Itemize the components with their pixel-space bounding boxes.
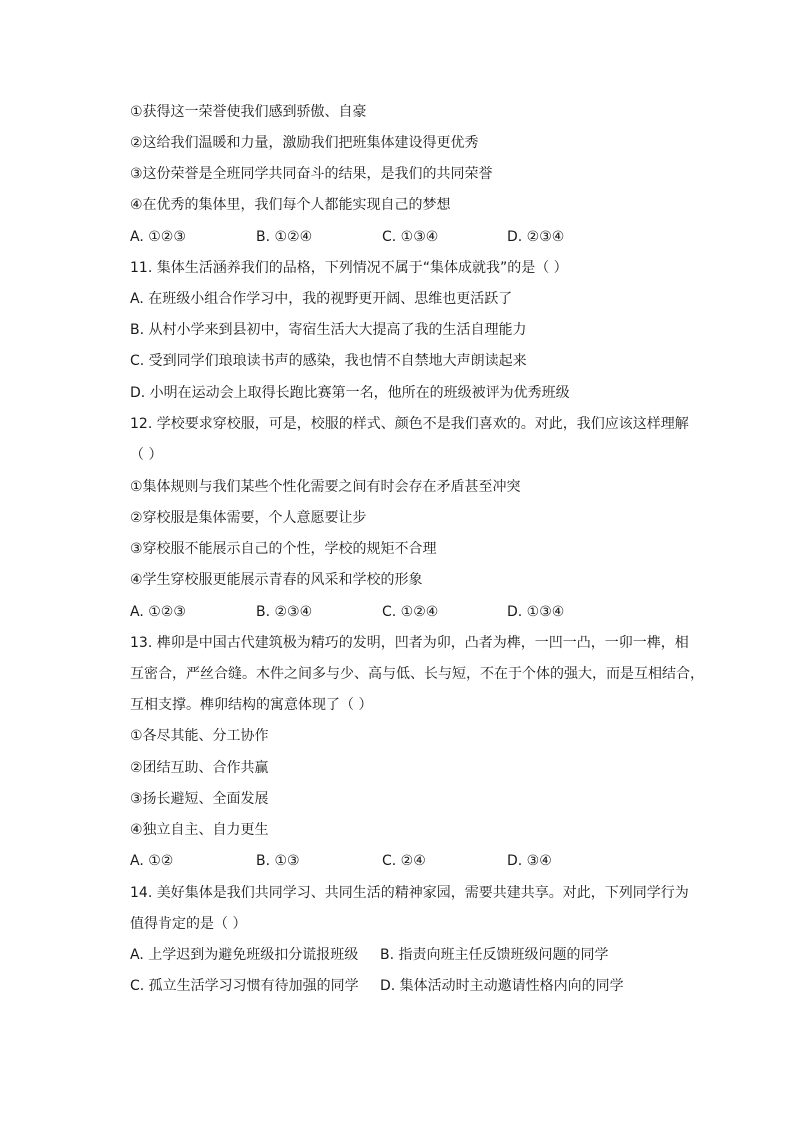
q10-option-c: C. ①③④ [382,229,439,245]
q14-stem-line-2: 值得肯定的是（ ） [130,916,247,932]
q10-option-a: A. ①②③ [130,229,186,245]
q10-option-d: D. ②③④ [507,229,565,245]
q14-option-c: C. 孤立生活学习习惯有待加强的同学 [130,978,359,994]
q12-statement-1: ①集体规则与我们某些个性化需要之间有时会存在矛盾甚至冲突 [130,479,521,495]
q13-stem-line-3: 互相支撑。榫卯结构的寓意体现了（ ） [130,697,373,713]
q10-option-b: B. ①②④ [256,229,313,245]
q10-options [130,227,730,247]
q14-option-d: D. 集体活动时主动邀请性格内向的同学 [380,978,624,994]
q10-statement-1: ①获得这一荣誉使我们感到骄傲、自豪 [130,104,367,120]
q14-option-a: A. 上学迟到为避免班级扣分谎报班级 [130,947,359,963]
q12-option-a: A. ①②③ [130,604,186,620]
q14-stem-line-1: 14. 美好集体是我们共同学习、共同生活的精神家园，需要共建共享。对此，下列同学行为 [130,885,689,901]
q10-statement-4: ④在优秀的集体里，我们每个人都能实现自己的梦想 [130,197,451,213]
q13-options [130,851,730,871]
q11-option-a: A. 在班级小组合作学习中，我的视野更开阔、思维也更活跃了 [130,291,513,307]
q11-stem: 11. 集体生活涵养我们的品格，下列情况不属于“集体成就我”的是（ ） [130,260,568,276]
q11-option-c: C. 受到同学们琅琅读书声的感染，我也情不自禁地大声朗读起来 [130,353,527,369]
q13-stem-line-2: 互密合，严丝合缝。木件之间多与少、高与低、长与短，不在于个体的强大，而是互相结合， [130,666,704,682]
q13-option-a: A. ①② [130,853,174,869]
q13-stem-line-1: 13. 榫卯是中国古代建筑极为精巧的发明，凹者为卯，凸者为榫，一凹一凸，一卯一榫，相 [130,635,689,651]
q12-statement-4: ④学生穿校服更能展示青春的风采和学校的形象 [130,572,423,588]
q12-statement-2: ②穿校服是集体需要，个人意愿要让步 [130,510,367,526]
q14-options-row-1 [130,945,730,965]
q13-option-c: C. ②④ [382,853,426,869]
q13-option-d: D. ③④ [507,853,552,869]
q10-statement-2: ②这给我们温暖和力量，激励我们把班集体建设得更优秀 [130,135,479,151]
q13-statement-4: ④独立自主、自力更生 [130,822,269,838]
q13-statement-1: ①各尽其能、分工协作 [130,728,269,744]
q11-option-b: B. 从村小学来到县初中，寄宿生活大大提高了我的生活自理能力 [130,322,527,338]
q14-option-b: B. 指责向班主任反馈班级问题的同学 [380,947,609,963]
q13-statement-2: ②团结互助、合作共赢 [130,760,269,776]
q10-statement-3: ③这份荣誉是全班同学共同奋斗的结果，是我们的共同荣誉 [130,166,493,182]
q12-statement-3: ③穿校服不能展示自己的个性，学校的规矩不合理 [130,541,437,557]
q12-option-d: D. ①③④ [507,604,565,620]
q11-option-d: D. 小明在运动会上取得长跑比赛第一名，他所在的班级被评为优秀班级 [130,385,570,401]
q12-option-c: C. ①②④ [382,604,439,620]
q12-options [130,602,730,622]
q12-stem-line-1: 12. 学校要求穿校服，可是，校服的样式、颜色不是我们喜欢的。对此，我们应该这样理解 [130,416,689,432]
q12-option-b: B. ②③④ [256,604,313,620]
q13-option-b: B. ①③ [256,853,300,869]
q12-stem-line-2: （ ） [130,447,163,463]
q13-statement-3: ③扬长避短、全面发展 [130,791,269,807]
q14-options-row-2 [130,976,730,996]
